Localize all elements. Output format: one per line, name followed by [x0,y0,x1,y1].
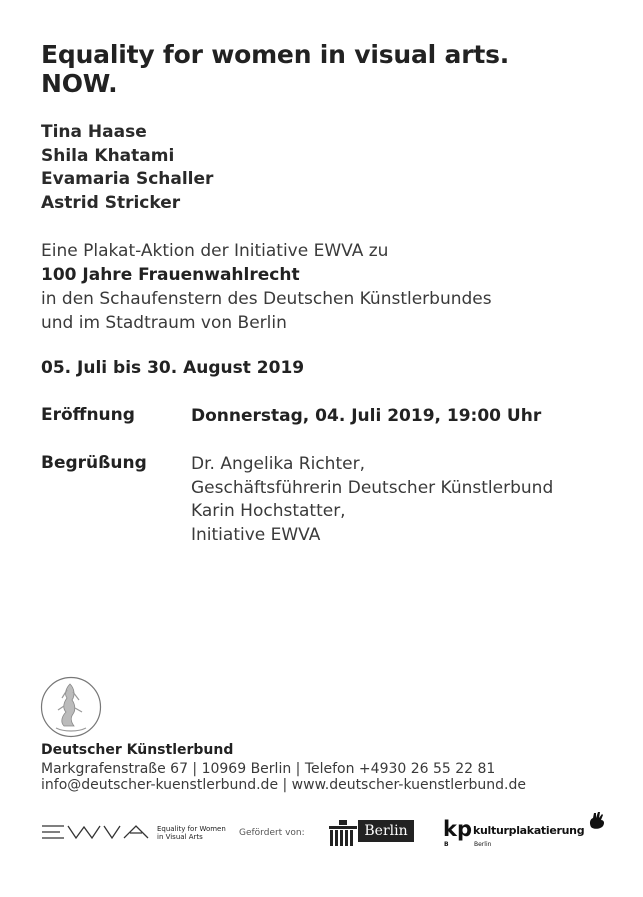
welcome-line: Karin Hochstatter, [191,501,346,521]
artist-name: Astrid Stricker [41,192,181,213]
organization-address: Markgrafenstraße 67 | 10969 Berlin | Telefon +4930 26 55 22 81 [41,761,496,777]
artist-name: Shila Khatami [41,145,175,166]
ewva-tagline-line: Equality for Women [157,825,226,833]
welcome-line: Initiative EWVA [191,524,321,545]
intro-highlight: 100 Jahre Frauenwahlrecht [41,265,300,285]
intro-line: Eine Plakat-Aktion der Initiative EWVA zu [41,241,389,261]
intro-text [41,239,492,335]
exhibition-dates: 05. Juli bis 30. August 2019 [41,358,305,378]
kp-logo-small: B [444,841,449,848]
artist-name: Tina Haase [41,122,147,142]
title-line-2: NOW. [41,69,118,98]
kp-logo-name: kulturplakatierung [473,824,585,837]
hand-icon [587,809,607,831]
welcome-line: Geschäftsführerin Deutscher Künstlerbund [191,477,554,498]
ewva-logo-icon [40,824,154,840]
artist-name: Evamaria Schaller [41,169,214,189]
welcome-speakers [191,453,553,547]
welcome-label: Begrüßung [41,453,147,473]
organization-contact: info@deutscher-kuenstlerbund.de | www.deutscher-kuenstlerbund.de [41,777,526,793]
organization-name: Deutscher Künstlerbund [41,742,234,758]
artist-list [41,121,213,215]
title-line-1: Equality for women in visual arts. [41,40,510,69]
funded-by-label: Gefördert von: [239,828,305,838]
berlin-logo-icon [328,818,416,848]
ewva-tagline-line: in Visual Arts [157,833,203,841]
opening-label: Eröffnung [41,405,135,425]
kp-logo-mark: kp [443,817,472,841]
berlin-logo-text: Berlin [358,820,414,842]
kp-logo-city: Berlin [474,841,492,848]
ewva-tagline [157,825,226,841]
welcome-line: Dr. Angelika Richter, [191,454,365,474]
kuenstlerbund-emblem-icon [40,676,102,738]
opening-value: Donnerstag, 04. Juli 2019, 19:00 Uhr [191,406,542,426]
intro-line: in den Schaufenstern des Deutschen Künstlerbundes [41,289,492,309]
intro-line: und im Stadtraum von Berlin [41,313,287,333]
page-title [41,40,509,98]
